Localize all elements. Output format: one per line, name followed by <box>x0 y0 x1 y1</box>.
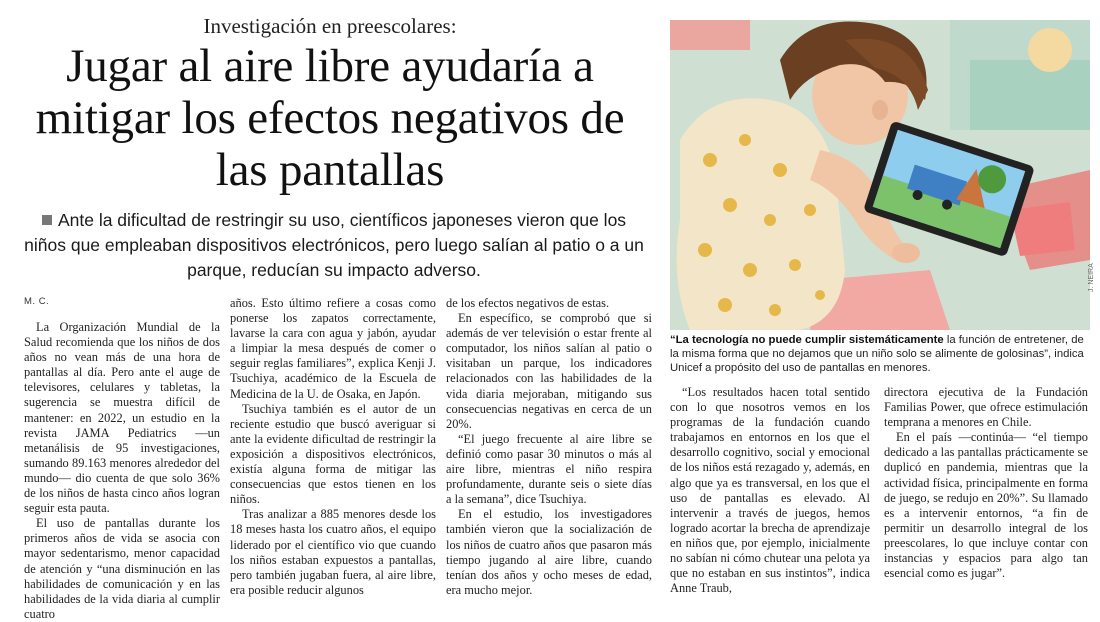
paragraph: La Organización Mundial de la Salud recomienda que los niños de dos años no vean más de una hora de pantallas al día. Pero ante el auge de televisores, celulares y tabletas, la sugerencia se muestra difícil de mantener: en 2022, un estudio en la revista JAMA Pediatrics —un metanálisis de 95 investigaciones, sumando 89.163 menores alrededor del mundo— dio cuenta de que solo 36% de los niños de hasta cinco años logran seguir esta pauta. <box>24 320 220 516</box>
body-column-3 <box>446 296 652 598</box>
caption-text: la función de entretener, de la misma forma que no dejamos que un niño solo se alimente de golosinas”, indica Unicef a propósito del uso de pantallas en menores. <box>670 334 1084 375</box>
square-bullet-icon <box>42 215 52 225</box>
body-column-2 <box>230 296 436 598</box>
paragraph: El uso de pantallas durante los primeros años de vida se asocia con mayor sedentarismo, menor capacidad de atención y “una disminución en las habilidades de comunicación y en las habilidades de la vida diaria al cumplir cuatro <box>24 516 220 621</box>
paragraph: años. Esto último refiere a cosas como ponerse los zapatos correctamente, lavarse la cara con agua y jabón, ayudar a limpiar la mesa después de comer o seguir reglas familiares”, explica Kenji J. Tsuchiya, académico de la Escuela de Medicina de la U. de Osaka, en Japón. <box>230 296 436 401</box>
paragraph: de los efectos negativos de estas. <box>446 296 610 310</box>
headline: Jugar al aire libre ayudaría a mitigar los efectos negativos de las pantallas <box>35 40 625 196</box>
paragraph: Tsuchiya también es el autor de un reciente estudio que buscó averiguar si ante la evidente dificultad de restringir la exposición a dispositivos electrónicos, existía alguna forma de mitigar las consecuencias que estos tienen en los niños. <box>230 401 436 507</box>
body-column-4 <box>670 385 870 596</box>
body-column-1 <box>24 320 220 622</box>
paragraph: “Los resultados hacen total sentido con lo que nosotros vemos en los programas de la fundación cuando trabajamos en entornos en los que el desarrollo cognitivo, social y emocional de los niños está rezagado y, además, en algo que ya es transversal, en los que el uso de pantallas es elevado. Al intervenir a través de juegos, hemos logrado acortar la brecha de aprendizaje en niños que, por ejemplo, inicialmente no sabían ni cómo chutear una pelota ya que no estaban en sus instintos”, indica Anne Traub, <box>670 385 870 596</box>
paragraph: En el país —continúa— “el tiempo dedicado a las pantallas prácticamente se duplicó en pandemia, mientras que la actividad física, principalmente en forma de juego, se redujo en 20%”. Su llamado es a intervenir entornos, “a fin de permitir un desarrollo integral de los preescolares, lo que incluye contar con instancias y espacios para algo tan esencial como es jugar”. <box>884 430 1088 581</box>
body-column-5 <box>884 385 1088 581</box>
lead-paragraph <box>24 208 644 283</box>
lead-text: Ante la dificultad de restringir su uso, científicos japoneses vieron que los niños que empleaban dispositivos electrónicos, pero luego salían al patio o a un parque, reducían su impacto adverso. <box>24 210 644 280</box>
paragraph: “El juego frecuente al aire libre se definió como pasar 30 minutos o más al aire libre, mientras el niño respira profundamente, durante seis o siete días a la semana”, dice Tsuchiya. <box>446 431 652 507</box>
paragraph: En el estudio, los investigadores también vieron que la socialización de los niños de cuatro años que pasaron más tiempo jugando al aire libre, cuando tenían dos años y ocho meses de edad, era mucho mejor. <box>446 507 652 597</box>
article-photo <box>670 20 1090 330</box>
paragraph: En específico, se comprobó que si además de ver televisión o estar frente al computador, los niños salían al patio o visitaban un parque, los indicadores relacionados con las habilidades de la vida diaria mejoraban, mitigando sus consecuencias negativas en cerca de un 20%. <box>446 311 652 431</box>
byline: M. C. <box>24 296 50 307</box>
paragraph: directora ejecutiva de la Fundación Familias Power, que ofrece estimulación temprana a menores en Chile. <box>884 385 1088 430</box>
paragraph: Tras analizar a 885 menores desde los 18 meses hasta los cuatro años, el equipo liderado por el científico vio que cuando los niños estaban expuestos a pantallas, pero también jugaban fuera, al aire libre, era posible reducir algunos <box>230 507 436 597</box>
child-with-tablet-illustration <box>670 20 1090 330</box>
photo-caption <box>670 333 1092 376</box>
caption-bold: “La tecnología no puede cumplir sistemáticamente <box>670 334 944 346</box>
photo-credit: J. NEIRA <box>1088 263 1095 292</box>
kicker: Investigación en preescolares: <box>203 14 457 38</box>
